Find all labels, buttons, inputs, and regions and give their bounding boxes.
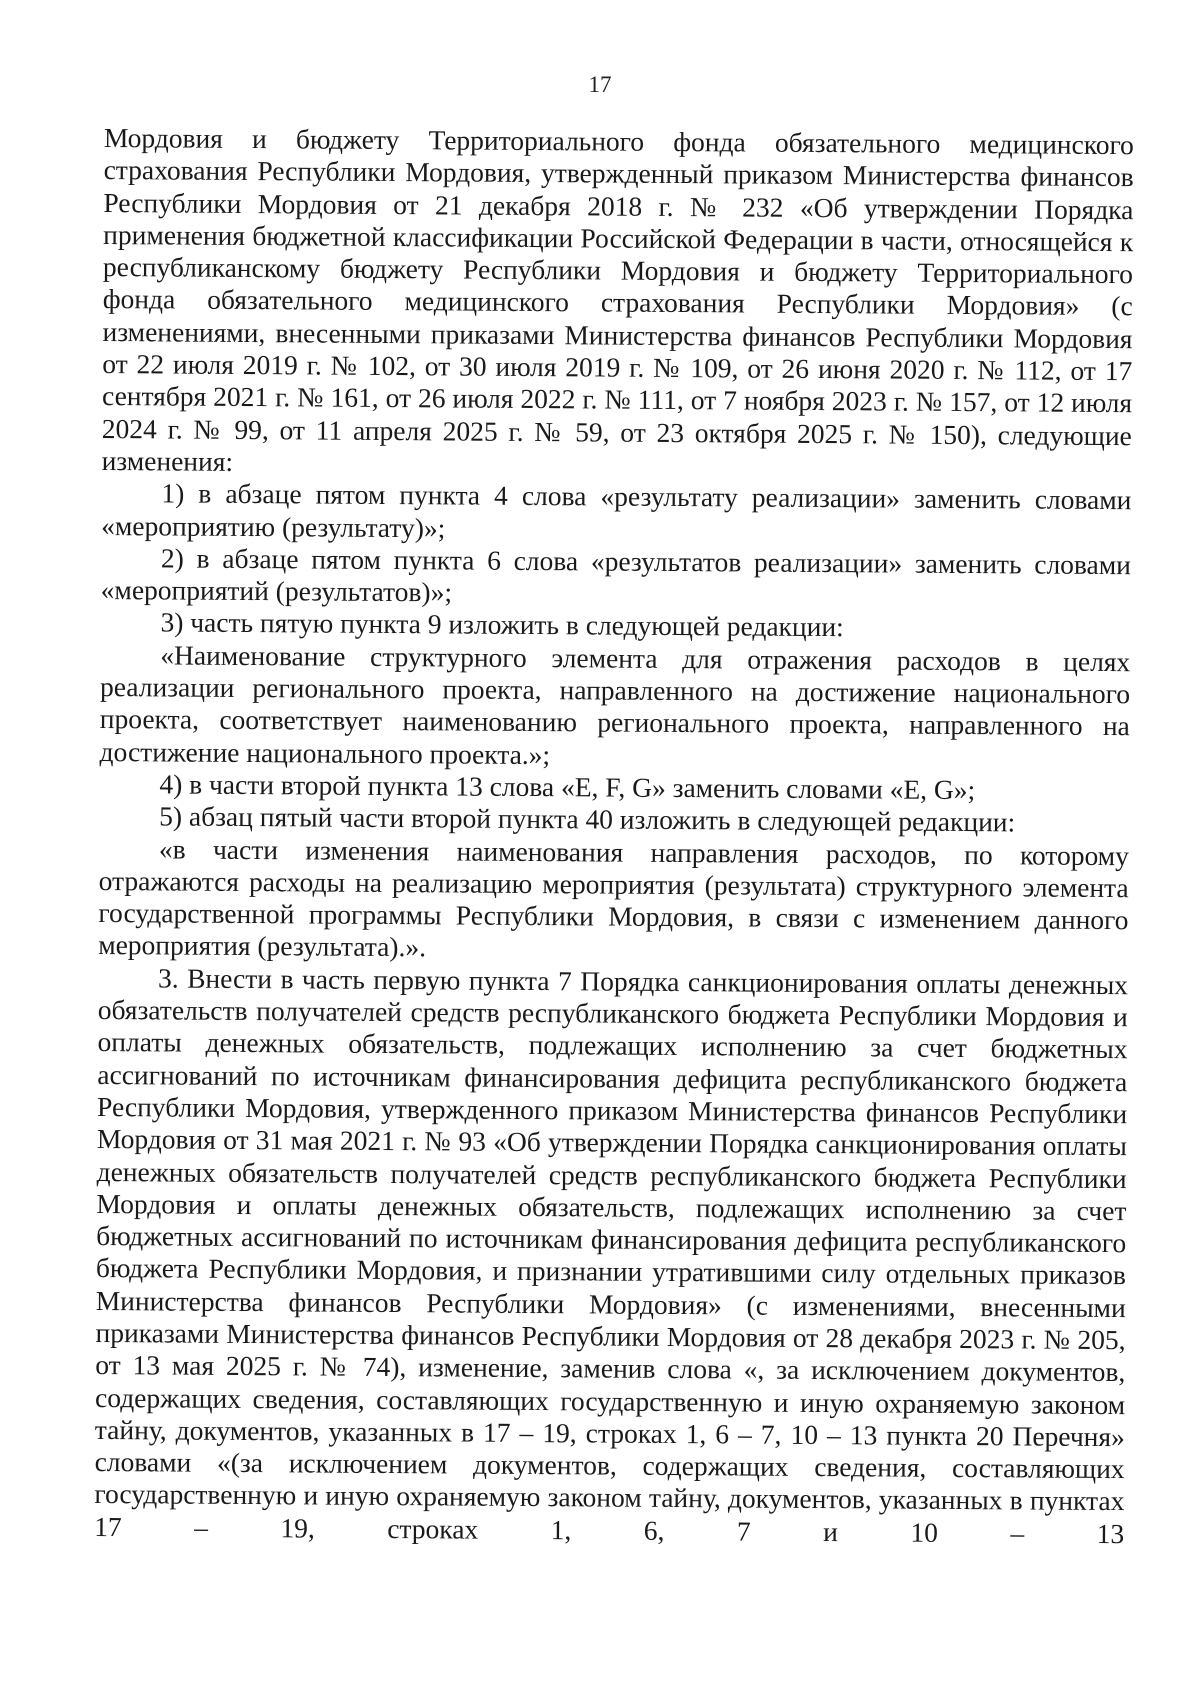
paragraph-section-3: 3. Внести в часть первую пункта 7 Порядка санкционирования оплаты денежных обязательств получателей средств республиканского бюджета Республики Мордовия и оплаты денежных обязательств, подлежащих исполнению за счет бюджетных ассигнований по источникам финансирования дефицита республиканского бюджета Республики Мордовия, утвержденного приказом Министерства финансов Республики Мордовия от 31 мая 2021 г. № 93 «Об утверждении Порядка санкционирования оплаты денежных обязательств получателей средств республиканского бюджета Республики Мордовия и оплаты денежных обязательств, подлежащих исполнению за счет бюджетных ассигнований по источникам финансирования дефицита республиканского бюджета Республики Мордовия, и признании утратившими силу отдельных приказов Министерства финансов Республики Мордовия» (с изменениями, внесенными приказами Министерства финансов Республики Мордовия от 28 декабря 2023 г. № 205, от 13 мая 2025 г. № 74), изменение, заменив слова «, за исключением документов, содержащих сведения, составляющих государственную и иную охраняемую законом тайну, документов, указанных в 17 – 19, строках 1, 6 – 7, 10 – 13 пункта 20 Перечня» словами «(за исключением документов, содержащих сведения, составляющих государственную и иную охраняемую законом тайну, документов, указанных в пунктах 17 – 19, строках 1, 6, 7 и 10 – 13: [94, 962, 1129, 1549]
paragraph-continuation: Мордовия и бюджету Территориального фонда обязательного медицинского страхования Республики Мордовия, утвержденный приказом Министерства финансов Республики Мордовия от 21 декабря 2018 г. № 232 «Об утверждении Порядка применения бюджетной классификации Российской Федерации в части, относящейся к республиканскому бюджету Республики Мордовия и бюджету Территориального фонда обязательного медицинского страхования Республики Мордовия» (с изменениями, внесенными приказами Министерства финансов Республики Мордовия от 22 июля 2019 г. № 102, от 30 июля 2019 г. № 109, от 26 июня 2020 г. № 112, от 17 сентября 2021 г. № 161, от 26 июля 2022 г. № 111, от 7 ноября 2023 г. № 157, от 12 июля 2024 г. № 99, от 11 апреля 2025 г. № 59, от 23 октября 2025 г. № 150), следующие изменения:: [101, 122, 1134, 477]
page-number: 17: [588, 72, 612, 97]
paragraph-item-1: 1) в абзаце пятом пункта 4 слова «результату реализации» заменить словами «мероприятию (результату)»;: [101, 477, 1132, 543]
document-body: [94, 122, 1134, 1550]
paragraph-item-5: 5) абзац пятый части второй пункта 40 изложить в следующей редакции:: [159, 800, 1016, 838]
paragraph-quote-2: «в части изменения наименования направления расходов, по которому отражаются расходы на реализацию мероприятия (результата) структурного элемента государственной программы Республики Мордовия, в связи с изменением данного мероприятия (результата).».: [98, 832, 1130, 963]
paragraph-item-2: 2) в абзаце пятом пункта 6 слова «результатов реализации» заменить словами «мероприятий (результатов)»;: [100, 542, 1132, 608]
paragraph-item-4: 4) в части второй пункта 13 слова «E, F, G» заменить словами «E, G»;: [159, 768, 976, 806]
paragraph-quote-1: «Наименование структурного элемента для отражения расходов в целях реализации регионального проекта, направленного на достижение национального проекта, соответствует наименованию регионального проекта, направленного на достижение национального проекта.»;: [99, 639, 1131, 770]
paragraph-item-3: 3) часть пятую пункта 9 изложить в следующей редакции:: [160, 606, 844, 643]
